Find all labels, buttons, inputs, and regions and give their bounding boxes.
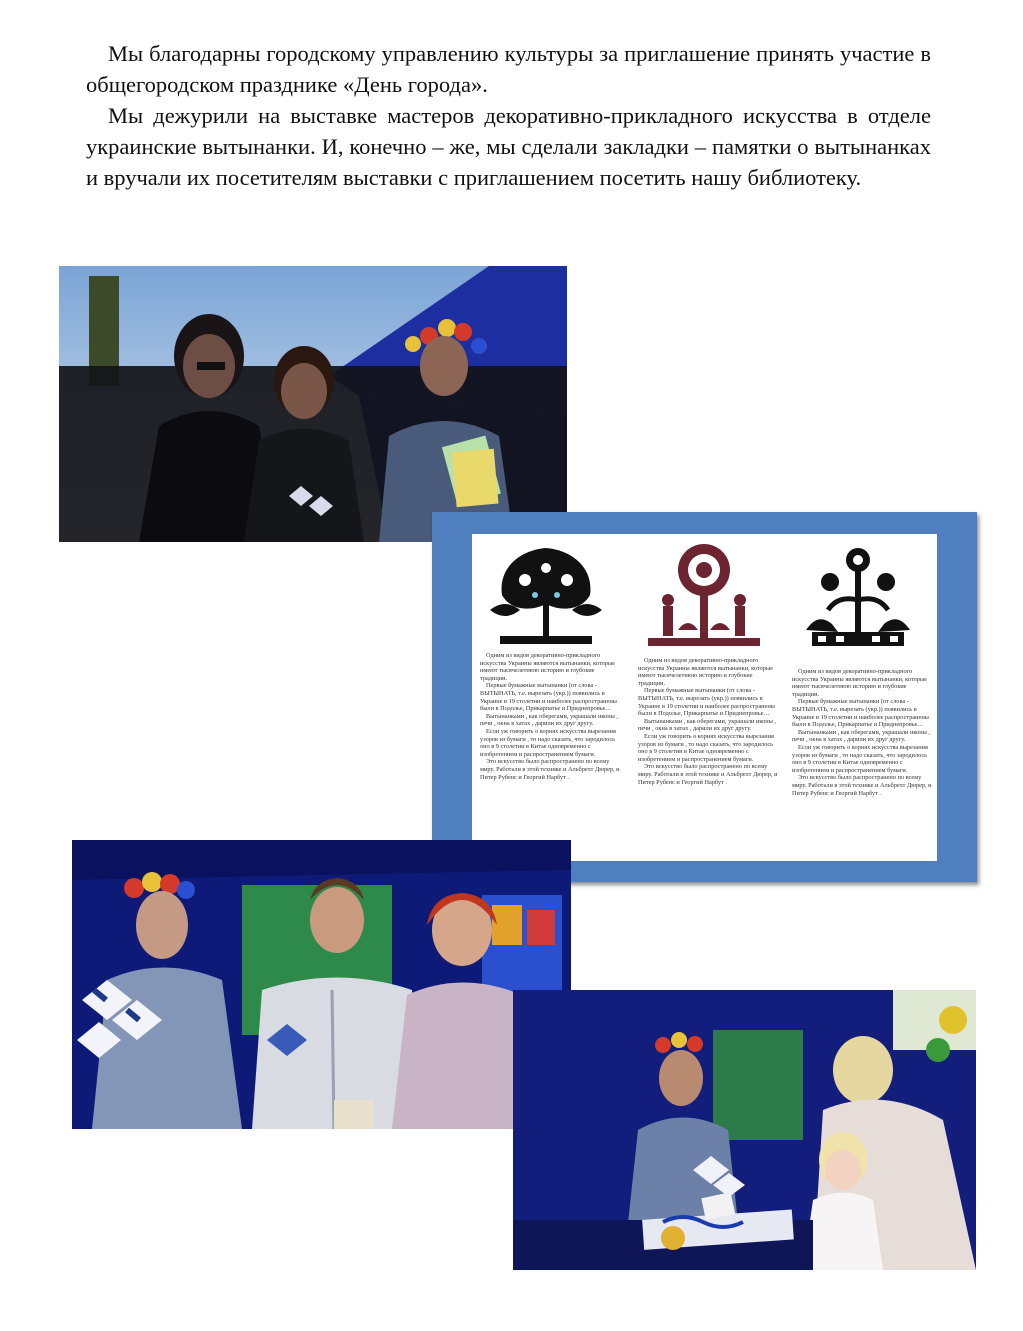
text-block xyxy=(86,38,931,193)
paragraph-exhibition: Мы дежурили на выставке мастеров декоративно-прикладного искусства в отделе украинские вытынанки. И, конечно – же, мы сделали закладки – памятки о вытынанках и вручали их посетителям выставки с приглашением посетить нашу библиотеку. xyxy=(86,103,931,190)
photo-three-people-pinwheels xyxy=(72,840,571,1129)
bookmark-frame xyxy=(432,512,977,882)
paragraph-gratitude: Мы благодарны городскому управлению культуры за приглашение принять участие в общегородском празднике «День города». xyxy=(86,41,931,97)
photo-woman-with-child-table xyxy=(513,990,976,1270)
bookmark-sheet xyxy=(472,534,937,861)
papercut-tree-figures-icon xyxy=(638,540,770,650)
bookmark-column-2 xyxy=(630,534,780,861)
papercut-tree-icon xyxy=(480,540,612,650)
photo-three-women-graphic xyxy=(59,266,567,542)
bookmark-text-2: Одним из видов декоративно-прикладного искусства Украины являются вытынанки, которые имеют тысячелетнюю историю и глубокие традиции. Первые бумажные вытынанки (от слова - ВЫТЫНАТЬ, т.е. вырезать (укр.)) появились в Украине в 19 столетии и наиболее распространены были в Подолье, Прикарпатье и Приднепровье… Вытынанками , как оберегами, украшали иконы , печи , окна в хатах , дарили их друг другу. Если уж говорить о корнях искусства вырезания узоров из бумаги , то надо сказать, что зародилось оно в 9 столетии в Китае одновременно с изобретением и распространением бумаги. Это искусство было распространено по всему миру. Работали в этой технике и Альбрехт Дюрер, и Питер Рубенс и Георгий Нарбут . xyxy=(638,657,778,786)
bookmark-column-1 xyxy=(472,534,622,861)
bookmark-text-3: Одним из видов декоративно-прикладного искусства Украины являются вытынанки, которые имеют тысячелетнюю историю и глубокие традиции. Первые бумажные вытынанки (от слова - ВЫТЫНАТЬ, т.е. вырезать (укр.)) появились в Украине в 19 столетии и наиболее распространены были в Подолье, Прикарпатье и Приднепровье… Вытынанками , как оберегами, украшали иконы , печи , окна в хатах , дарили их друг другу. Если уж говорить о корнях искусства вырезания узоров из бумаги , то надо сказать, что зародилось оно в 9 столетии в Китае одновременно с изобретением и распространением бумаги. Это искусство было распространено по всему миру. Работали в этой технике и Альбрехт Дюрер, и Питер Рубенс и Георгий Нарбут . xyxy=(792,668,932,797)
bookmark-column-3 xyxy=(784,534,934,861)
bookmark-text-1: Одним из видов декоративно-прикладного искусства Украины являются вытынанки, которые имеют тысячелетнюю историю и глубокие традиции. Первые бумажные вытынанки (от слова - ВЫТЫНАТЬ, т.е. вырезать (укр.)) появились в Украине в 19 столетии и наиболее распространены были в Подолье, Прикарпатье и Приднепровье… Вытынанками , как оберегами, украшали иконы , печи , окна в хатах , дарили их друг другу. Если уж говорить о корнях искусства вырезания узоров из бумаги , то надо сказать, что зародилось оно в 9 столетии в Китае одновременно с изобретением и распространением бумаги. Это искусство было распространено по всему миру. Работали в этой технике и Альбрехт Дюрер, и Питер Рубенс и Георгий Нарбут . xyxy=(480,652,620,781)
photo-three-people-graphic xyxy=(72,840,571,1129)
photo-woman-child-graphic xyxy=(513,990,976,1270)
papercut-flowers-birds-icon xyxy=(792,540,924,650)
photo-three-women-tent xyxy=(59,266,567,542)
